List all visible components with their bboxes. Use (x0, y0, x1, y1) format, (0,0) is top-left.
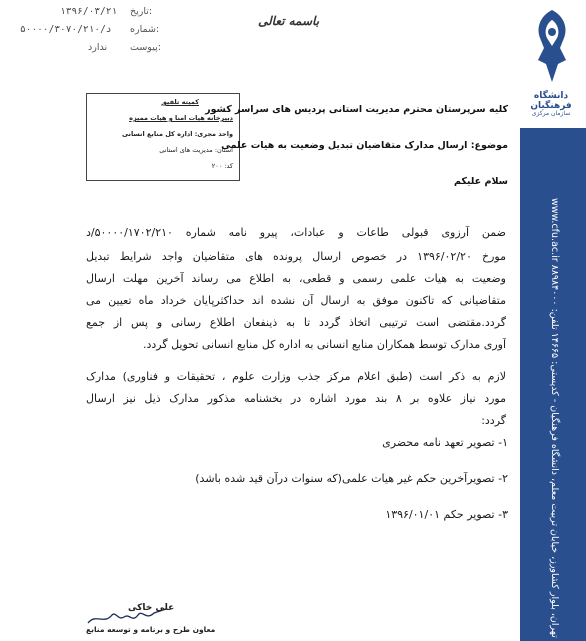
stamp-line-3: واحد مجری: اداره کل منابع انسانی (121, 130, 233, 138)
para2-line: مورد نیاز علاوه بر ۸ بند مورد اشاره در بخشنامه مذکور مدارک ذیل نیز ارسال (86, 392, 506, 405)
stamp-line-5: کد: ۲۰۰ (211, 162, 233, 170)
attachment-label: پیوست: (130, 42, 161, 53)
signer-title: معاون طرح و برنامه و توسعه منابع (86, 625, 216, 634)
para1-line: آوری مدارک توسط همکاران منابع انسانی به اداره کل منابع انسانی تحویل گردد. (143, 338, 506, 351)
para1-line: گردد.مقتضی است ترتیبی اتخاذ گردد تا به ذینفعان اطلاع رسانی و پس از جمع (86, 316, 506, 329)
para2-line: گردد: (481, 414, 506, 427)
number-value: ۵۰۰۰۰/۳۰۷۰/۲۱۰/د (20, 24, 112, 35)
required-doc-item: ۲- تصویرآخرین حکم غیر هیات علمی(که سنوات درآن قید شده باشد) (195, 472, 508, 485)
logo-area (520, 0, 586, 128)
recipient: کلیه سرپرستان محترم مدیریت استانی پردیس های سراسر کشور (205, 104, 508, 115)
basmala-heading: باسمه تعالی (258, 14, 320, 28)
greeting: سلام علیکم (453, 176, 508, 187)
stamp-line-2: دبیرخانه هیات امنا و هیات ممیزه (129, 114, 233, 122)
stamp-line-1: کمیته تلفیق (161, 98, 199, 106)
para1-line: متقاضیانی که تاکنون موفق به ارسال آن نشده اند حداکثرپایان خرداد ماه تعیین می (86, 294, 506, 307)
subject: موضوع: ارسال مدارک متقاضیان تبدیل وضعیت به هیات علمی (221, 140, 508, 151)
date-label: تاریخ: (130, 6, 153, 17)
university-name: دانشگاه فرهنگیان (530, 91, 572, 111)
para1-line: مورخ ۱۳۹۶/۰۲/۲۰ در خصوص ارسال پرونده های متقاضیان واجد شرایط تبدیل (86, 250, 506, 263)
university-logo-icon (532, 8, 572, 84)
organization-sub: سازمان مرکزی (531, 110, 571, 117)
attachment-value: ندارد (88, 42, 108, 53)
para2-line: لازم به ذکر است (طبق اعلام مرکز جذب وزارت علوم ، تحقیقات و فناوری) مدارک (86, 370, 506, 383)
required-doc-item: ۱- تصویر تعهد نامه محضری (382, 436, 508, 449)
stamp-line-4: استان: مدیریت های استانی (159, 146, 233, 154)
para1-line: ضمن آرزوی قبولی طاعات و عبادات، پیرو نامه شماره ۵۰۰۰۰/۱۷۰۲/۲۱۰/د (86, 226, 506, 239)
number-label: شماره: (130, 24, 160, 35)
signer-name: علی خاکی (128, 603, 175, 613)
contact-info: تهران، بلوار کشاورز، خیابان تربیت معلم، دانشگاه فرهنگیان - کدپستی: ۱۴۶۶۵ تلفن: ۸۸۹۸۴۰۰۰ www.cfu.ac.ir (549, 198, 560, 638)
date-value: ۱۳۹۶/۰۳/۲۱ (60, 6, 118, 17)
para1-line: وضعیت به هیات علمی رسمی و قطعی، به اطلاع می رساند آخرین مهلت ارسال (86, 272, 506, 285)
required-doc-item: ۳- تصویر حکم ۱۳۹۶/۰۱/۰۱ (385, 508, 508, 521)
